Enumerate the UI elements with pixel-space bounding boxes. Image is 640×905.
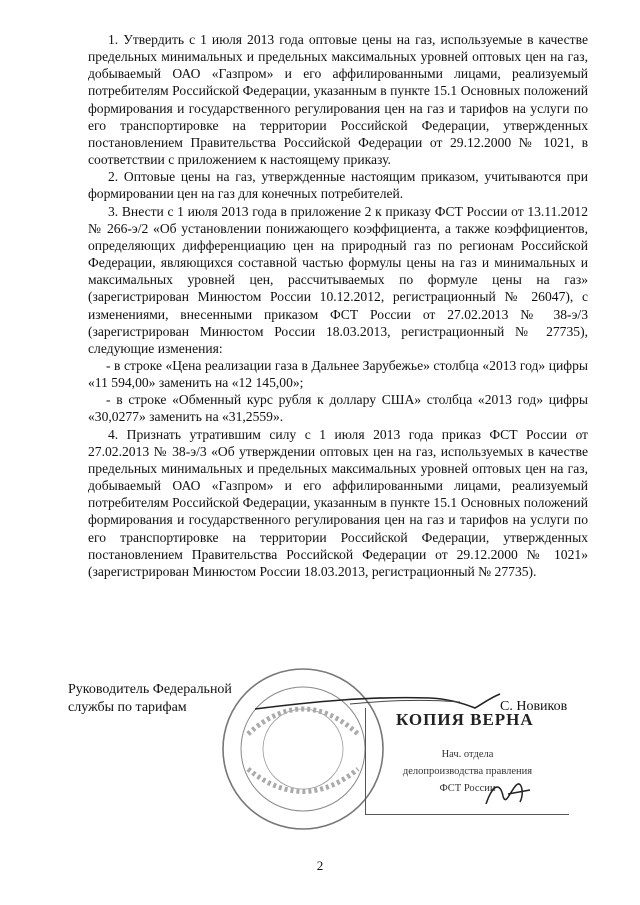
copy-stamp-line-2: делопроизводства правления	[402, 766, 533, 777]
page-number: 2	[316, 858, 324, 873]
paragraph-2: 2. Оптовые цены на газ, утвержденные настоящим приказом, учитываются при формировании цен на газ для конечных потребителей.	[88, 169, 588, 202]
copy-stamp-title: КОПИЯ ВЕРНА	[396, 710, 534, 729]
stamp-signature	[478, 774, 538, 814]
paragraph-4: 4. Признать утратившим силу с 1 июля 2013 года приказ ФСТ России от 27.02.2013 № 38-э/3 «Об утверждении оптовых цен на газ, используемых в качестве предельных минимальных и предельных максимальных уровней оптовых цен на газ, добываемый ОАО «Газпром» и его аффилированными лицами, реализуемый потребителям Российской Федерации, указанным в пункте 15.1 Основных положений формирования и государственного регулирования цен на газ и тарифов на услуги по его транспортировке на территории Российской Федерации, утвержденных постановлением Правительства Российской Федерации от 29.12.2000 № 1021» (зарегистрирован Минюстом России 18.03.2013, регистрационный № 27735).	[88, 426, 588, 579]
change-item-2: - в строке «Обменный курс рубля к доллару США» столбца «2013 год» цифры «30,0277» заменить на «31,2559».	[88, 392, 588, 425]
signer-title-line-2: службы по тарифам	[68, 700, 187, 715]
copy-stamp-line-1: Нач. отдела	[441, 749, 494, 760]
signer-title-line-1: Руководитель Федеральной	[68, 682, 232, 697]
copy-stamp-line-3: ФСТ России	[439, 783, 496, 794]
signer-title	[68, 681, 232, 717]
document-body	[88, 31, 588, 580]
certified-copy-stamp	[365, 708, 569, 815]
paragraph-1: 1. Утвердить с 1 июля 2013 года оптовые цены на газ, используемые в качестве предельных минимальных и предельных максимальных уровней оптовых цен на газ, добываемый ОАО «Газпром» и его аффилированными лицами, реализуемый потребителям Российской Федерации, указанным в пункте 15.1 Основных положений формирования и государственного регулирования цен на газ и тарифов на услуги по его транспортировке на территории Российской Федерации, утвержденных постановлением Правительства Российской Федерации от 29.12.2000 № 1021, в соответствии с приложением к настоящему приказу.	[88, 32, 588, 168]
signer-name: С. Новиков	[500, 699, 568, 714]
paragraph-3: 3. Внести с 1 июля 2013 года в приложение 2 к приказу ФСТ России от 13.11.2012 № 266-э/2 «Об установлении понижающего коэффициента, а также коэффициентов, определяющих дифференциацию цен на природный газ по регионам Российской Федерации, являющихся составной частью формулы цены на газ и минимальных и максимальных уровней цен, рассчитываемых по формуле цены на газ» (зарегистрирован Минюстом России 10.12.2012, регистрационный № 26047), с изменениями, внесенными приказом ФСТ России от 27.02.2013 № 38-э/3 (зарегистрирован Минюстом России 18.03.2013, регистрационный № 27735), следующие изменения:	[88, 203, 588, 356]
change-item-1: - в строке «Цена реализации газа в Дальнее Зарубежье» столбца «2013 год» цифры «11 594,00» заменить на «12 145,00»;	[88, 357, 588, 391]
